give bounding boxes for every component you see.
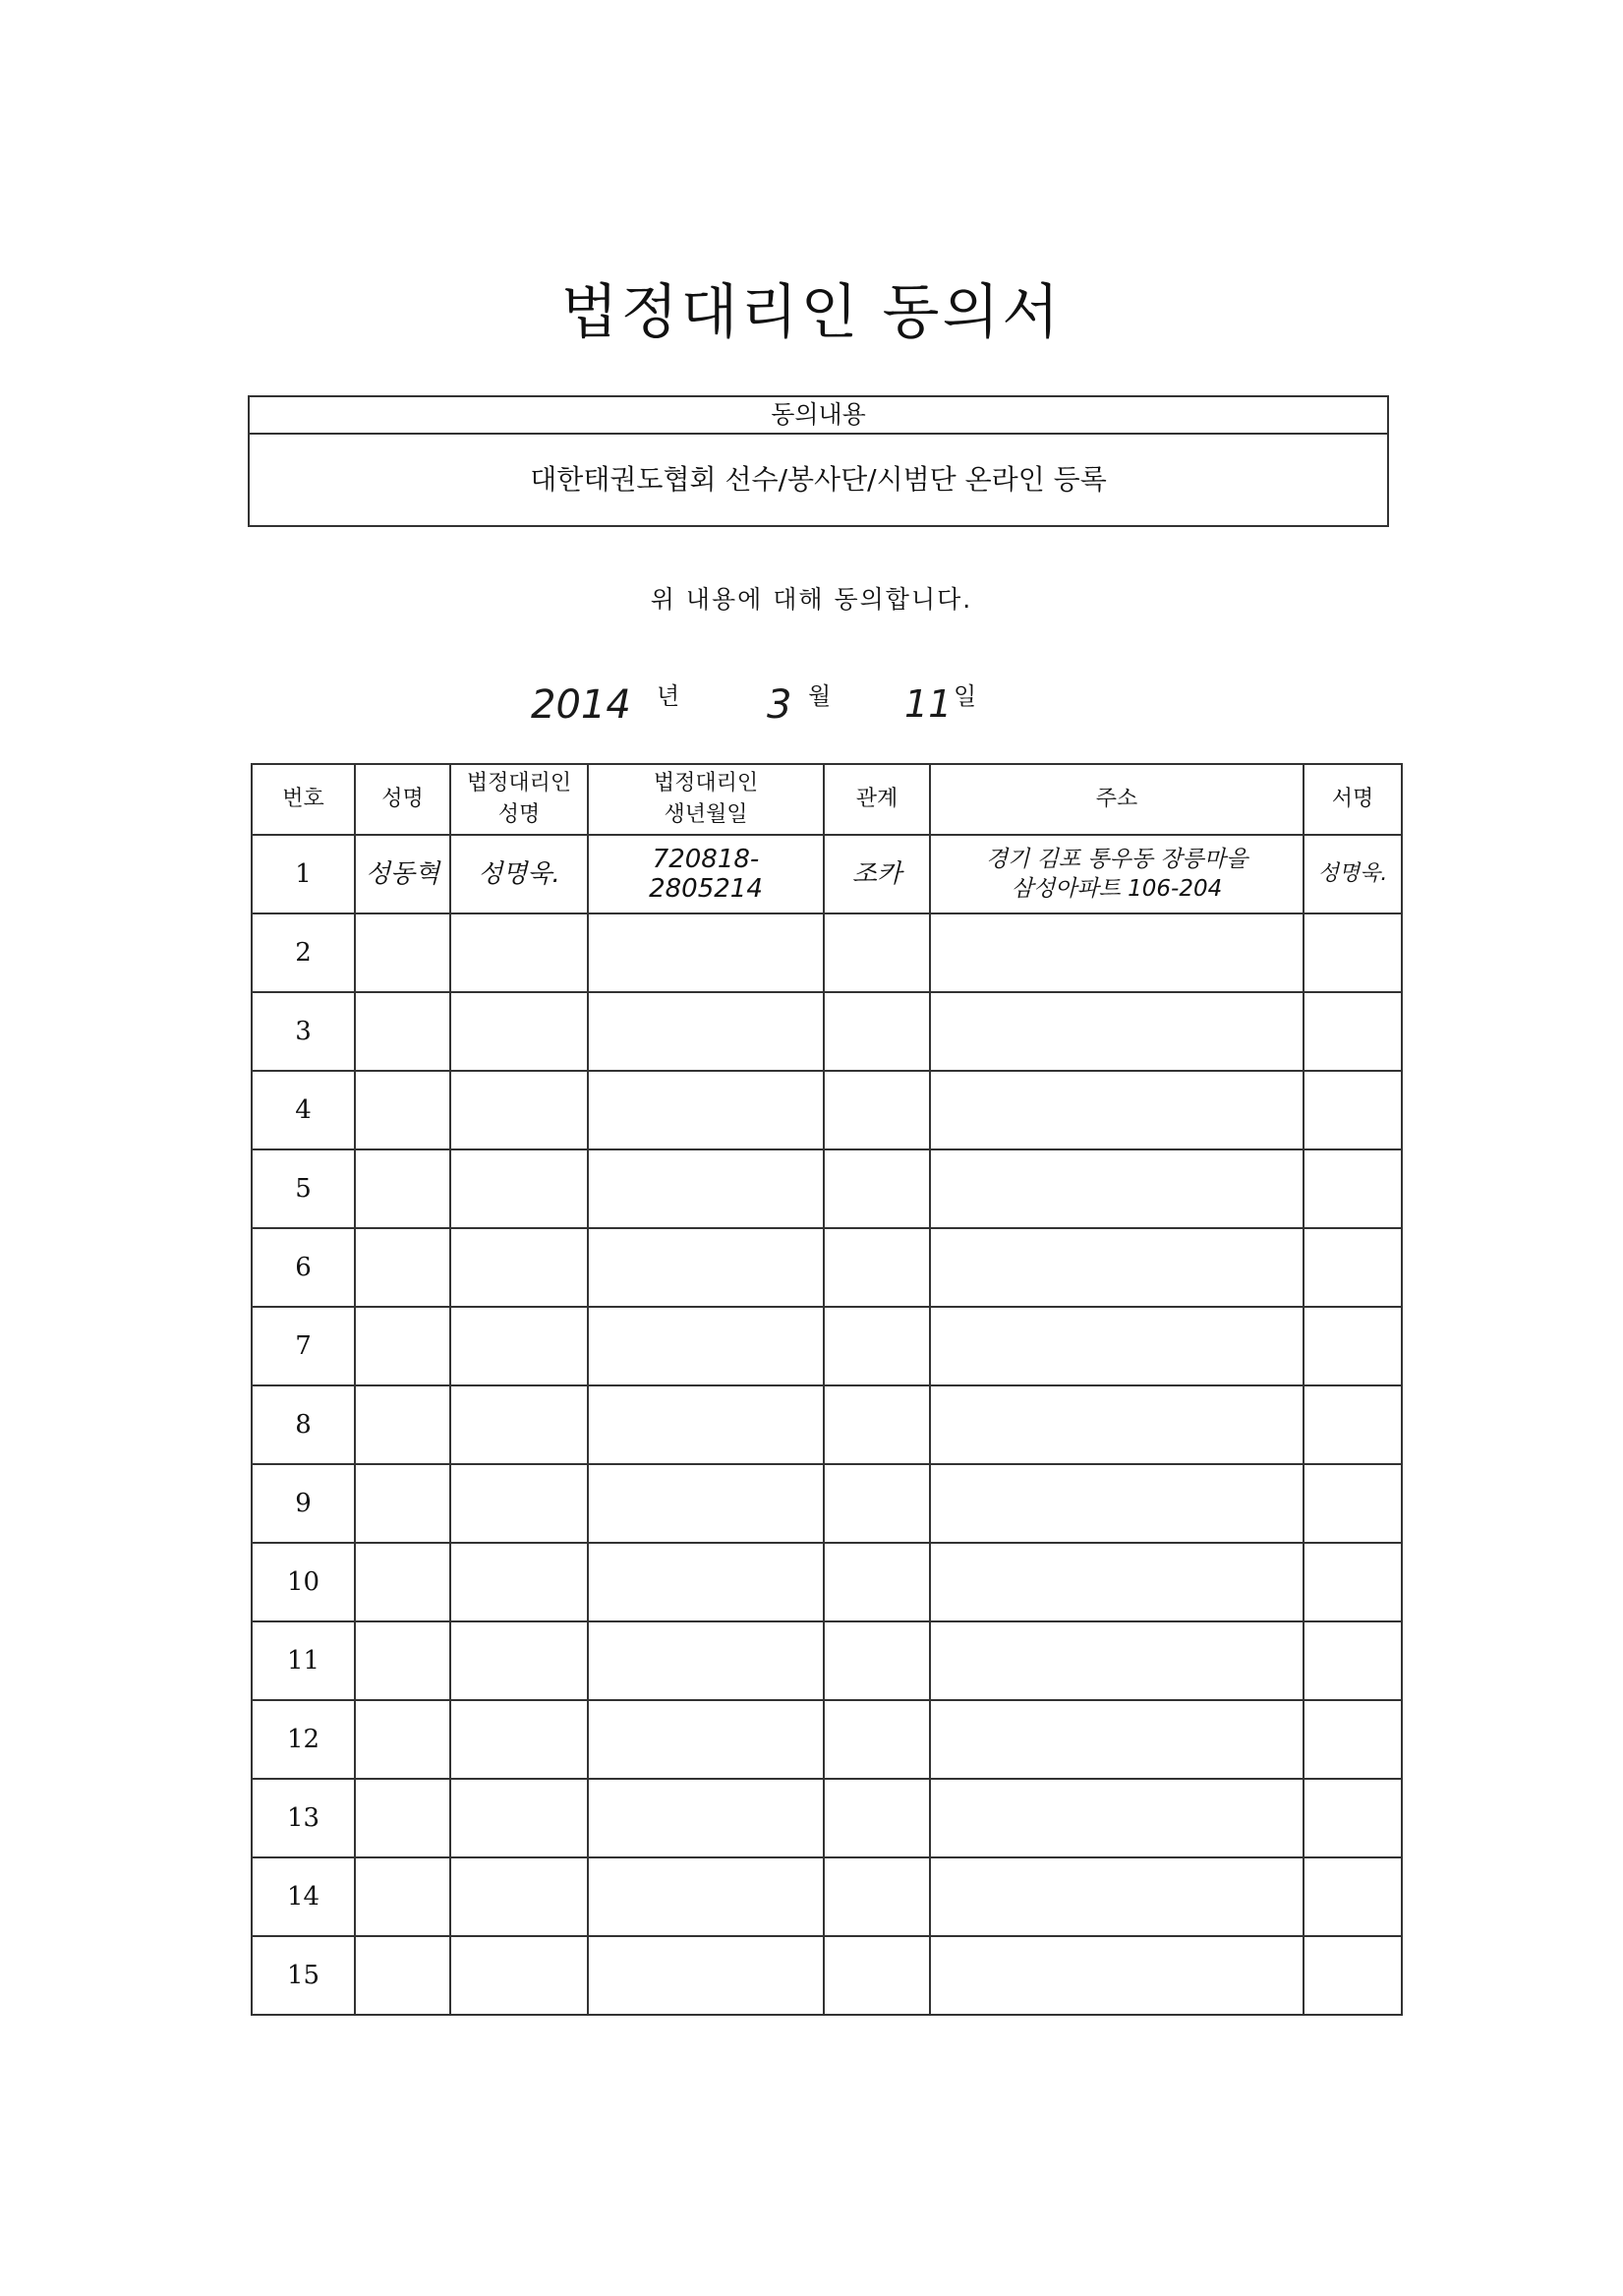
header-guardian-name: 법정대리인 성명 xyxy=(450,764,588,835)
cell-guardian-birthdate xyxy=(588,1149,824,1228)
cell-name xyxy=(355,1307,450,1385)
cell-name xyxy=(355,1621,450,1700)
header-relation: 관계 xyxy=(824,764,930,835)
cell-signature xyxy=(1304,1857,1402,1936)
cell-name xyxy=(355,1385,450,1464)
cell-guardian-name xyxy=(450,1936,588,2015)
table-row xyxy=(252,992,1402,1071)
date-day-handwritten: 11 xyxy=(904,682,953,726)
cell-signature xyxy=(1304,1149,1402,1228)
cell-relation xyxy=(824,1307,930,1385)
cell-guardian-birthdate xyxy=(588,1071,824,1149)
cell-guardian-name xyxy=(450,1307,588,1385)
document-title: 법정대리인 동의서 xyxy=(560,278,1063,347)
cell-address xyxy=(930,992,1304,1071)
table-row xyxy=(252,1700,1402,1779)
cell-address xyxy=(930,1779,1304,1857)
cell-signature xyxy=(1304,1621,1402,1700)
row-number: 9 xyxy=(252,1464,355,1543)
cell-guardian-name xyxy=(450,992,588,1071)
cell-signature xyxy=(1304,1464,1402,1543)
cell-signature xyxy=(1304,1307,1402,1385)
table-row xyxy=(252,1936,1402,2015)
row-number: 6 xyxy=(252,1228,355,1307)
table-row xyxy=(252,1464,1402,1543)
cell-guardian-birthdate xyxy=(588,1936,824,2015)
cell-guardian-name xyxy=(450,1543,588,1621)
cell-address: 경기 김포 통우동 장릉마을 삼성아파트 106-204 xyxy=(930,835,1304,913)
cell-relation xyxy=(824,1779,930,1857)
cell-signature xyxy=(1304,1071,1402,1149)
cell-guardian-birthdate xyxy=(588,1228,824,1307)
cell-signature xyxy=(1304,1385,1402,1464)
cell-guardian-birthdate xyxy=(588,1700,824,1779)
cell-signature: 성명욱. xyxy=(1304,835,1402,913)
cell-guardian-birthdate xyxy=(588,1464,824,1543)
row-number: 14 xyxy=(252,1857,355,1936)
cell-relation xyxy=(824,1543,930,1621)
cell-name xyxy=(355,1857,450,1936)
table-row xyxy=(252,1228,1402,1307)
cell-address xyxy=(930,1464,1304,1543)
row-number: 12 xyxy=(252,1700,355,1779)
cell-guardian-birthdate xyxy=(588,913,824,992)
cell-guardian-name xyxy=(450,1700,588,1779)
cell-name xyxy=(355,1149,450,1228)
header-guardian-birthdate: 법정대리인 생년월일 xyxy=(588,764,824,835)
table-row xyxy=(252,1543,1402,1621)
cell-guardian-name xyxy=(450,1779,588,1857)
cell-guardian-birthdate xyxy=(588,1543,824,1621)
cell-relation xyxy=(824,1149,930,1228)
cell-guardian-birthdate xyxy=(588,1307,824,1385)
cell-address xyxy=(930,1543,1304,1621)
row-number: 2 xyxy=(252,913,355,992)
cell-guardian-name xyxy=(450,1464,588,1543)
table-row xyxy=(252,1621,1402,1700)
row-number: 4 xyxy=(252,1071,355,1149)
cell-address xyxy=(930,1385,1304,1464)
table-header-row xyxy=(252,764,1402,835)
cell-name xyxy=(355,1228,450,1307)
row-number: 7 xyxy=(252,1307,355,1385)
table-row xyxy=(252,1779,1402,1857)
cell-address xyxy=(930,1228,1304,1307)
agreement-statement: 위 내용에 대해 동의합니다. xyxy=(650,585,973,614)
consent-box xyxy=(248,395,1389,527)
cell-name xyxy=(355,1464,450,1543)
cell-relation xyxy=(824,1071,930,1149)
header-name: 성명 xyxy=(355,764,450,835)
cell-guardian-name xyxy=(450,1857,588,1936)
cell-guardian-name xyxy=(450,1071,588,1149)
cell-address xyxy=(930,1149,1304,1228)
cell-name xyxy=(355,913,450,992)
cell-name xyxy=(355,992,450,1071)
cell-guardian-birthdate xyxy=(588,1779,824,1857)
cell-relation xyxy=(824,1700,930,1779)
cell-relation: 조카 xyxy=(824,835,930,913)
row-number: 8 xyxy=(252,1385,355,1464)
cell-guardian-name xyxy=(450,1149,588,1228)
date-year-label: 년 xyxy=(657,682,680,710)
cell-guardian-birthdate xyxy=(588,1857,824,1936)
table-row xyxy=(252,1149,1402,1228)
date-month-label: 월 xyxy=(808,682,832,710)
table-row xyxy=(252,1857,1402,1936)
cell-name xyxy=(355,1543,450,1621)
cell-address xyxy=(930,1857,1304,1936)
date-year-handwritten: 2014 xyxy=(531,682,631,728)
cell-guardian-name xyxy=(450,1621,588,1700)
row-number: 15 xyxy=(252,1936,355,2015)
cell-address xyxy=(930,1307,1304,1385)
cell-guardian-name: 성명욱. xyxy=(450,835,588,913)
cell-guardian-birthdate xyxy=(588,1385,824,1464)
table-row xyxy=(252,1307,1402,1385)
table-row xyxy=(252,1071,1402,1149)
cell-guardian-birthdate xyxy=(588,1621,824,1700)
cell-name xyxy=(355,1071,450,1149)
cell-name xyxy=(355,1936,450,2015)
cell-address xyxy=(930,1621,1304,1700)
cell-guardian-name xyxy=(450,913,588,992)
row-number: 3 xyxy=(252,992,355,1071)
table-row xyxy=(252,913,1402,992)
cell-signature xyxy=(1304,1936,1402,2015)
cell-relation xyxy=(824,1621,930,1700)
date-day-label: 일 xyxy=(954,682,977,710)
cell-name: 성동혁 xyxy=(355,835,450,913)
cell-relation xyxy=(824,1228,930,1307)
date-month-handwritten: 3 xyxy=(767,682,792,728)
cell-signature xyxy=(1304,913,1402,992)
cell-relation xyxy=(824,1464,930,1543)
header-number: 번호 xyxy=(252,764,355,835)
date-row xyxy=(0,669,1623,737)
consent-header: 동의내용 xyxy=(250,397,1387,435)
cell-signature xyxy=(1304,1228,1402,1307)
cell-name xyxy=(355,1779,450,1857)
row-number: 10 xyxy=(252,1543,355,1621)
row-number: 1 xyxy=(252,835,355,913)
cell-guardian-birthdate: 720818- 2805214 xyxy=(588,835,824,913)
cell-signature xyxy=(1304,1700,1402,1779)
cell-guardian-name xyxy=(450,1385,588,1464)
consent-body: 대한태권도협회 선수/봉사단/시범단 온라인 등록 xyxy=(530,463,1107,496)
header-signature: 서명 xyxy=(1304,764,1402,835)
cell-signature xyxy=(1304,992,1402,1071)
cell-relation xyxy=(824,1936,930,2015)
cell-signature xyxy=(1304,1779,1402,1857)
header-address: 주소 xyxy=(930,764,1304,835)
cell-guardian-name xyxy=(450,1228,588,1307)
registration-table xyxy=(251,763,1403,2016)
cell-address xyxy=(930,1936,1304,2015)
cell-relation xyxy=(824,992,930,1071)
cell-signature xyxy=(1304,1543,1402,1621)
row-number: 13 xyxy=(252,1779,355,1857)
table-row xyxy=(252,835,1402,913)
cell-relation xyxy=(824,913,930,992)
table-row xyxy=(252,1385,1402,1464)
cell-guardian-birthdate xyxy=(588,992,824,1071)
row-number: 11 xyxy=(252,1621,355,1700)
cell-name xyxy=(355,1700,450,1779)
cell-relation xyxy=(824,1385,930,1464)
cell-relation xyxy=(824,1857,930,1936)
cell-address xyxy=(930,1700,1304,1779)
cell-address xyxy=(930,1071,1304,1149)
cell-address xyxy=(930,913,1304,992)
row-number: 5 xyxy=(252,1149,355,1228)
